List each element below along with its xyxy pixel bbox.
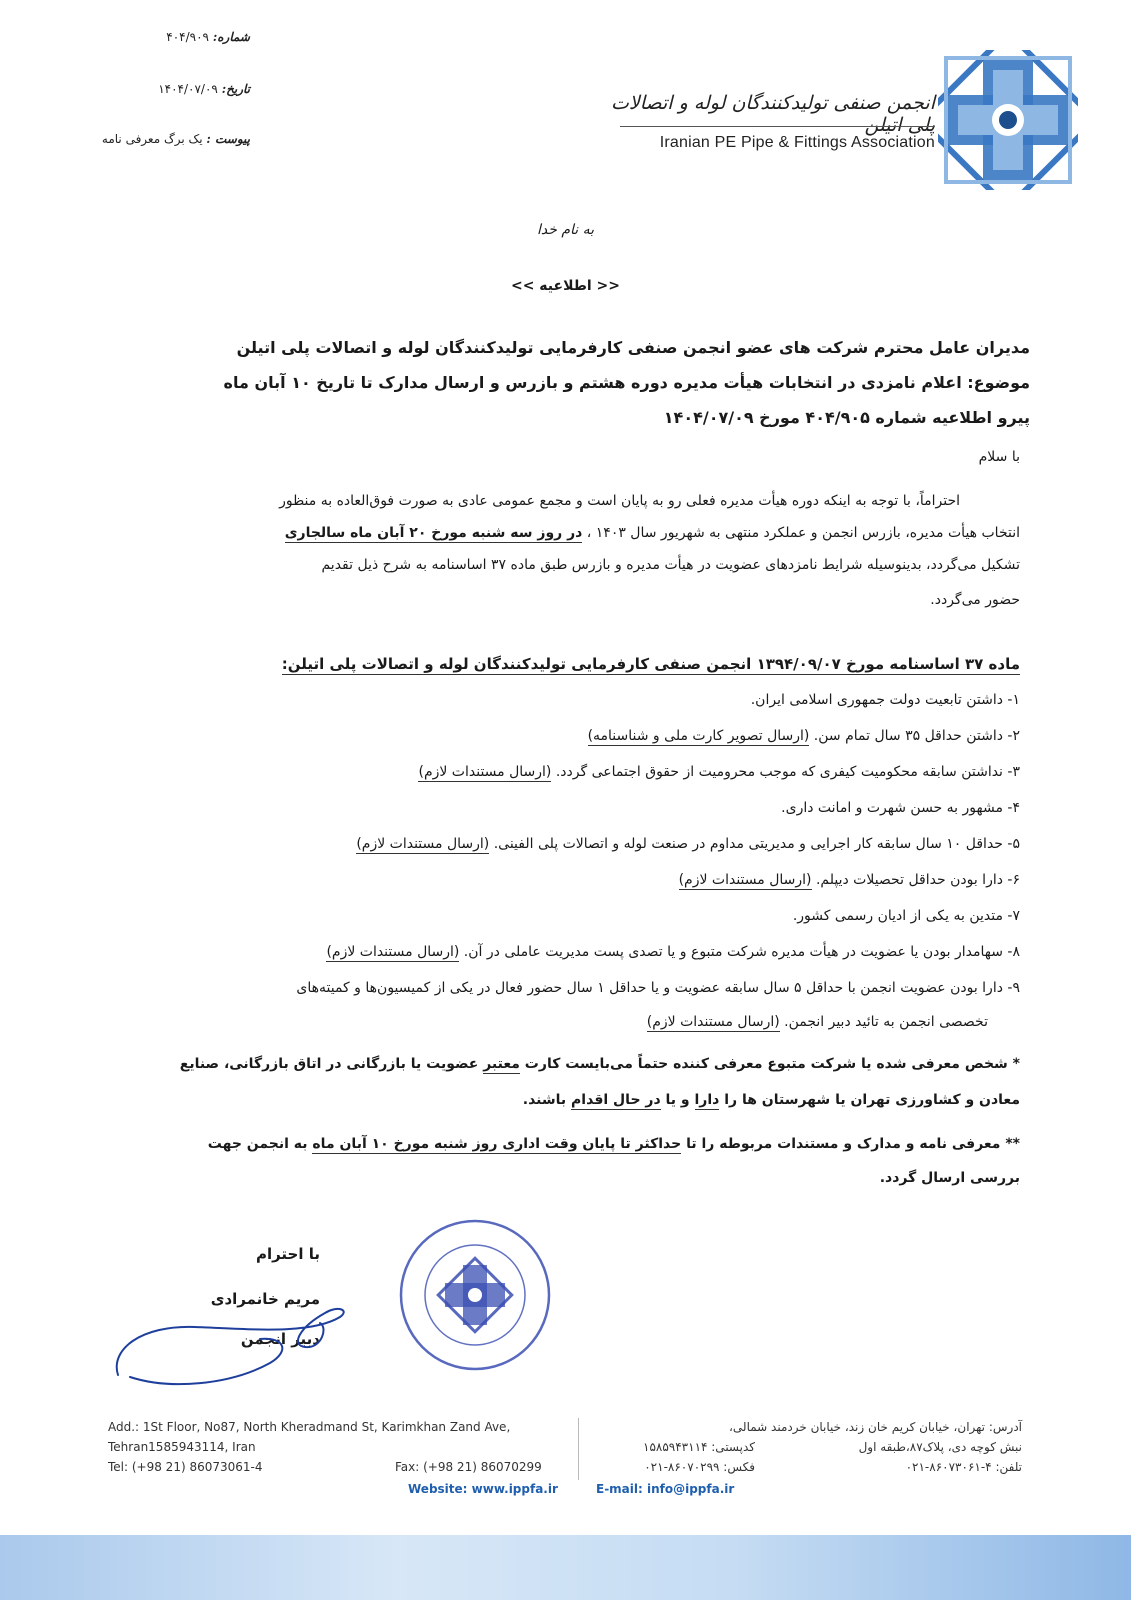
list-item-text: داشتن تابعیت دولت جمهوری اسلامی ایران. xyxy=(750,692,1003,708)
footer-en-fax: Fax: (+98 21) 86070299 xyxy=(395,1460,542,1474)
list-item xyxy=(80,834,1020,854)
list-item xyxy=(80,870,1020,890)
footer-fa-fax: فکس: ۸۶۰۷۰۲۹۹-۰۲۱ xyxy=(644,1460,755,1474)
letter-attachment-label: پیوست : xyxy=(206,132,250,146)
logo-english-name: Iranian PE Pipe & Fittings Association xyxy=(659,134,935,151)
list-item-number: ۵- xyxy=(1007,836,1020,852)
list-item-text: مشهور به حسن شهرت و امانت داری. xyxy=(781,800,1003,816)
letter-number xyxy=(50,30,250,44)
list-item-note: (ارسال تصویر کارت ملی و شناسنامه) xyxy=(587,728,810,744)
list-item-note: (ارسال مستندات لازم) xyxy=(356,836,490,852)
list-item-note: (ارسال مستندات لازم) xyxy=(678,872,812,888)
footer-fa-postal: کدپستی: ۱۵۸۵۹۴۳۱۱۴ xyxy=(643,1440,755,1454)
list-item xyxy=(80,762,1020,782)
list-item-number: ۷- xyxy=(1007,908,1020,924)
note-2-line-2: بررسی ارسال گردد. xyxy=(879,1170,1020,1186)
footer-decorative-band xyxy=(0,1535,1131,1600)
list-item-number: ۶- xyxy=(1007,872,1020,888)
footer-en-address-2: Tehran1585943114, Iran xyxy=(108,1440,256,1454)
footer-email-link[interactable]: E-mail: info@ippfa.ir xyxy=(596,1482,735,1496)
subject: موضوع: اعلام نامزدی در انتخابات هیأت مدیره دوره هشتم و بازرس و ارسال مدارک تا تاریخ ۱۰ آبان ماه xyxy=(223,373,1030,392)
list-item-number: ۴- xyxy=(1007,800,1020,816)
association-stamp-icon xyxy=(395,1215,555,1375)
signer-name: مریم خانمرادی xyxy=(210,1290,320,1308)
paragraph-line-2 xyxy=(80,518,1020,549)
paragraph-line-4: حضور می‌گردد. xyxy=(930,592,1020,608)
logo-divider xyxy=(620,126,935,127)
list-item xyxy=(80,726,1020,746)
logo-persian-name: انجمن صنفی تولیدکنندگان لوله و اتصالات پلی اتیلن xyxy=(611,92,935,136)
reference: پیرو اطلاعیه شماره ۴۰۴/۹۰۵ مورخ ۱۴۰۴/۰۷/۰۹ xyxy=(663,408,1030,427)
letter-attachment xyxy=(50,132,250,146)
bismillah: به نام خدا xyxy=(536,222,595,238)
list-item xyxy=(80,690,1020,710)
note-1-emphasis: معتبر xyxy=(483,1056,520,1072)
note-2-text: به انجمن جهت xyxy=(207,1136,313,1152)
list-item-number: ۳- xyxy=(1007,764,1020,780)
note-2-text: ** معرفی نامه و مدارک و مستندات مربوطه را تا xyxy=(681,1136,1020,1152)
list-item xyxy=(80,798,1020,818)
note-2-line-1 xyxy=(80,1136,1020,1152)
notice-title: << اطلاعیه >> xyxy=(510,278,621,294)
list-item-note: (ارسال مستندات لازم) xyxy=(646,1014,780,1030)
note-1-text: و یا xyxy=(660,1092,695,1108)
list-item-text: حداقل ۱۰ سال سابقه کار اجرایی و مدیریتی مداوم در صنعت لوله و اتصالات پلی الفینی. xyxy=(489,836,1003,852)
list-item-continuation xyxy=(80,1012,988,1032)
signer-title: دبیر انجمن xyxy=(240,1330,320,1348)
list-item-text: نداشتن سابقه محکومیت کیفری که موجب محرومیت از حقوق اجتماعی گردد. xyxy=(551,764,1003,780)
closing: با احترام xyxy=(255,1245,320,1263)
list-item-text: دارا بودن حداقل تحصیلات دیپلم. xyxy=(811,872,1003,888)
addressee: مدیران عامل محترم شرکت های عضو انجمن صنفی کارفرمایی تولیدکنندگان لوله و اتصالات پلی اتیلن xyxy=(236,338,1030,357)
footer-en-tel: Tel: (+98 21) 86073061-4 xyxy=(108,1460,263,1474)
list-item-number: ۹- xyxy=(1007,980,1020,996)
list-item-note: (ارسال مستندات لازم) xyxy=(418,764,552,780)
letter-number-value: ۴۰۴/۹۰۹ xyxy=(166,30,209,44)
list-item xyxy=(80,978,1020,998)
letter-date xyxy=(50,82,250,96)
article-title-row xyxy=(80,654,1020,673)
list-item-note: (ارسال مستندات لازم) xyxy=(326,944,460,960)
note-1-text: باشند. xyxy=(522,1092,572,1108)
footer-divider xyxy=(578,1418,579,1480)
footer-fa-address-1: آدرس: تهران، خیابان کریم خان زند، خیابان خردمند شمالی، xyxy=(729,1420,1022,1434)
note-1-emphasis: در حال اقدام xyxy=(571,1092,661,1108)
footer-website-link[interactable]: Website: www.ippfa.ir xyxy=(408,1482,558,1496)
association-logo-icon xyxy=(938,50,1078,190)
list-item-text: سهامدار بودن یا عضویت در هیأت مدیره شرکت متبوع و یا تصدی پست مدیریت عاملی در آن. xyxy=(459,944,1003,960)
list-item xyxy=(80,906,1020,926)
note-1-emphasis: دارا xyxy=(694,1092,720,1108)
letter-date-value: ۱۴۰۴/۰۷/۰۹ xyxy=(158,82,218,96)
list-item-number: ۲- xyxy=(1007,728,1020,744)
article-title: ماده ۳۷ اساسنامه مورخ ۱۳۹۴/۰۹/۰۷ انجمن صنفی کارفرمایی تولیدکنندگان لوله و اتصالات پلی اتیلن: xyxy=(281,655,1020,673)
paragraph-line-2-text: انتخاب هیأت مدیره، بازرس انجمن و عملکرد منتهی به شهریور سال ۱۴۰۳ ، xyxy=(582,525,1020,541)
footer-fa-address-2: نبش کوچه دی، پلاک۸۷،طبقه اول xyxy=(858,1440,1022,1454)
list-item-text: متدین به یکی از ادیان رسمی کشور. xyxy=(792,908,1003,924)
list-item-text: تخصصی انجمن به تائید دبیر انجمن. xyxy=(779,1014,988,1030)
note-1-line-2 xyxy=(80,1092,1020,1108)
letter-date-label: تاریخ: xyxy=(221,82,250,96)
paragraph-line-3: تشکیل می‌گردد، بدینوسیله شرایط نامزدهای عضویت در هیأت مدیره و بازرس طبق ماده ۳۷ اساسنامه به شرح ذیل تقدیم xyxy=(321,557,1020,573)
handwritten-signature-icon xyxy=(100,1265,360,1405)
list-item-number: ۱- xyxy=(1007,692,1020,708)
list-item-text: داشتن حداقل ۳۵ سال تمام سن. xyxy=(809,728,1003,744)
list-item-text: دارا بودن عضویت انجمن با حداقل ۵ سال سابقه عضویت و یا حداقل ۱ سال حضور فعال در یکی از کمیسیون‌ها و کمیته‌های xyxy=(296,980,1003,996)
meeting-date-highlight: در روز سه شنبه مورخ ۲۰ آبان ماه سالجاری xyxy=(284,525,583,541)
note-1-text: معادن و کشاورزی تهران یا شهرستان ها را xyxy=(719,1092,1020,1108)
note-1-text: * شخص معرفی شده یا شرکت متبوع معرفی کننده حتماً می‌بایست کارت xyxy=(519,1056,1020,1072)
note-1-line-1 xyxy=(80,1056,1020,1072)
footer-en-address-1: Add.: 1St Floor, No87, North Kheradmand St, Karimkhan Zand Ave, xyxy=(108,1420,511,1434)
list-item xyxy=(80,942,1020,962)
footer-fa-tel: تلفن: ۴-۸۶۰۷۳۰۶۱-۰۲۱ xyxy=(905,1460,1022,1474)
greeting: با سلام xyxy=(978,449,1020,465)
paragraph-line-1: احتراماً، با توجه به اینکه دوره هیأت مدیره فعلی رو به پایان است و مجمع عمومی عادی به صورت فوق‌العاده به منظور xyxy=(279,493,960,509)
list-item-number: ۸- xyxy=(1007,944,1020,960)
note-1-text: عضویت یا بازرگانی در اتاق بازرگانی، صنایع xyxy=(179,1056,484,1072)
letter-attachment-value: یک برگ معرفی نامه xyxy=(101,132,203,146)
letter-number-label: شماره: xyxy=(212,30,250,44)
note-2-emphasis: حداکثر تا پایان وقت اداری روز شنبه مورخ ۱۰ آبان ماه xyxy=(312,1136,682,1152)
